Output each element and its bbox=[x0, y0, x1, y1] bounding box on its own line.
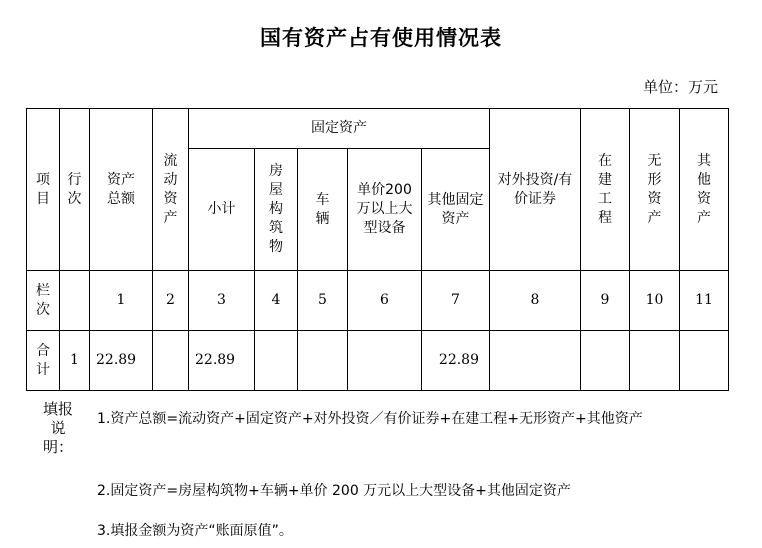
total-value-buildings bbox=[255, 331, 298, 391]
header-fixed-assets: 固定资产 bbox=[189, 109, 490, 149]
header-other-assets: 其他资产 bbox=[680, 109, 729, 271]
total-value-vehicles bbox=[298, 331, 348, 391]
note-item: 3.填报金额为资产“账面原值”。 bbox=[97, 523, 293, 539]
header-investments: 对外投资/有价证券 bbox=[490, 109, 581, 271]
header-construction: 在建工程 bbox=[581, 109, 630, 271]
column-number: 5 bbox=[298, 271, 348, 331]
total-value-other-assets bbox=[680, 331, 729, 391]
column-number: 3 bbox=[189, 271, 255, 331]
total-value-subtotal: 22.89 bbox=[189, 331, 255, 391]
column-number-label: 栏次 bbox=[27, 271, 60, 331]
header-buildings: 房屋构筑物 bbox=[255, 149, 298, 271]
total-value-intangible bbox=[630, 331, 680, 391]
note-item: 2.固定资产=房屋构筑物+车辆+单价 200 万元以上大型设备+其他固定资产 bbox=[97, 483, 571, 499]
total-value-other-fixed: 22.89 bbox=[422, 331, 490, 391]
header-large-equipment: 单价200万以上大型设备 bbox=[348, 149, 422, 271]
column-number: 10 bbox=[630, 271, 680, 331]
column-number-blank bbox=[60, 271, 90, 331]
column-number: 7 bbox=[422, 271, 490, 331]
total-row-no: 1 bbox=[60, 331, 90, 391]
header-other-fixed: 其他固定资产 bbox=[422, 149, 490, 271]
column-number: 11 bbox=[680, 271, 729, 331]
total-value-construction bbox=[581, 331, 630, 391]
total-value-large-equipment bbox=[348, 331, 422, 391]
column-number: 4 bbox=[255, 271, 298, 331]
note-item: 1.资产总额=流动资产+固定资产+对外投资／有价证券+在建工程+无形资产+其他资产 bbox=[97, 411, 643, 427]
header-current-assets: 流动资产 bbox=[153, 109, 189, 271]
total-row bbox=[27, 331, 729, 391]
column-number: 1 bbox=[90, 271, 153, 331]
column-number: 9 bbox=[581, 271, 630, 331]
header-item: 项目 bbox=[27, 109, 60, 271]
column-number: 8 bbox=[490, 271, 581, 331]
asset-table bbox=[26, 108, 729, 391]
header-total-assets: 资产总额 bbox=[90, 109, 153, 271]
header-intangible: 无形资产 bbox=[630, 109, 680, 271]
column-number-row bbox=[27, 271, 729, 331]
total-value-investments bbox=[490, 331, 581, 391]
column-number: 6 bbox=[348, 271, 422, 331]
total-value-current-assets bbox=[153, 331, 189, 391]
header-vehicles: 车辆 bbox=[298, 149, 348, 271]
header-subtotal: 小计 bbox=[189, 149, 255, 271]
notes-label: 填报说明： bbox=[42, 400, 73, 456]
total-label: 合计 bbox=[27, 331, 60, 391]
unit-label: 单位：万元 bbox=[642, 78, 718, 96]
total-value-total-assets: 22.89 bbox=[90, 331, 153, 391]
page-title: 国有资产占有使用情况表 bbox=[260, 26, 502, 50]
header-row-no: 行次 bbox=[60, 109, 90, 271]
column-number: 2 bbox=[153, 271, 189, 331]
